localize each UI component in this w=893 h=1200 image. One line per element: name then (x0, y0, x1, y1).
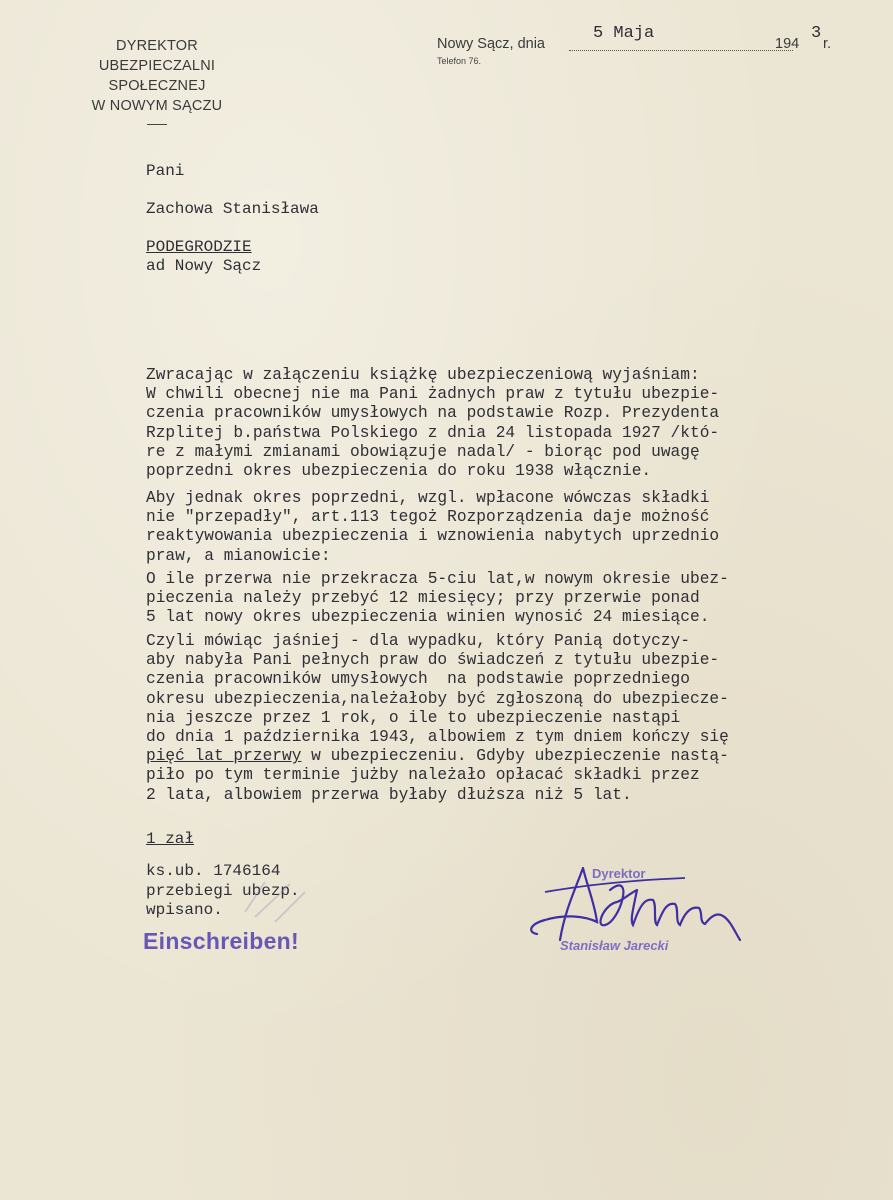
body-paragraph-4-underlined: pięć lat przerwy (146, 747, 302, 766)
date-year-digit: 3 (811, 24, 822, 43)
letterhead (52, 36, 262, 125)
body-paragraph-3: O ile przerwa nie przekracza 5-ciu lat,w nowym okresie ubez- pieczenia należy przebyć 12 miesięcy; przy przerwie ponad 5 lat nowy okres ubezpieczenia winien wynosić 24 miesiące. (146, 570, 729, 627)
date-block (437, 24, 857, 66)
date-year-prefix: 194 (775, 36, 800, 52)
enclosure-list: ks.ub. 1746164 przebiegi ubezp. wpisano. (146, 862, 300, 919)
date-line (437, 24, 857, 56)
date-typed-day-month: 5 Maja (593, 24, 655, 43)
date-suffix: r. (823, 36, 832, 52)
enclosure-count-text: 1 zał (146, 830, 195, 848)
addressee-town (146, 237, 252, 257)
addressee-district: ad Nowy Sącz (146, 257, 262, 275)
body-paragraph-4-part-a: Czyli mówiąc jaśniej - dla wypadku, który Panią dotyczy- aby nabyła Pani pełnych praw do świadczeń z tytułu ubezpie- czenia pracowników umysłowych na podstawie poprzedniego okresu ubezpieczenia,należałoby być zgłoszoną do ubezpiecze- nia jeszcze przez 1 rok, o ile to ubezpieczenie nastąpi do dnia 1 października 1943, albowiem z tym dniem kończy się (146, 632, 729, 747)
faint-ink-mark (235, 872, 335, 932)
director-stamp-name: Stanisław Jarecki (560, 938, 669, 953)
body-paragraph-4 (146, 632, 729, 805)
addressee-name: Zachowa Stanisława (146, 200, 319, 218)
letterhead-line-3: W NOWYM SĄCZU (91, 98, 223, 114)
body-paragraph-1: Zwracając w załączeniu książkę ubezpieczeniową wyjaśniam: W chwili obecnej nie ma Pani żadnych praw z tytułu ubezpie- czenia pracowników umysłowych na podstawie Rozp. Prezydenta Rzplitej b.państwa Polskiego z dnia 24 listopada 1927 /któ- re z małymi zmianami obowiązuje nadal/ - biorąc pod uwagę poprzedni okres ubezpieczenia do roku 1938 włącznie. (146, 366, 720, 481)
letterhead-line-2: UBEZPIECZALNI SPOŁECZNEJ (98, 58, 216, 94)
addressee-town-text: PODEGRODZIE (146, 238, 252, 256)
letterhead-divider (147, 124, 167, 125)
letterhead-line-1: DYREKTOR (116, 38, 198, 54)
enclosure-count (146, 830, 194, 850)
registered-mail-stamp: Einschreiben! (143, 928, 299, 954)
body-paragraph-4-part-b: w ubezpieczeniu. Gdyby ubezpieczenie nastą- piło po tym terminie jużby należało opłacać składki przez 2 lata, albowiem przerwa byłaby dłuższa niż 5 lat. (146, 747, 729, 804)
addressee-salutation: Pani (146, 162, 185, 180)
body-paragraph-2: Aby jednak okres poprzedni, wzgl. wpłacone wówczas składki nie "przepadły", art.113 tegoż Rozporządzenia daje możność reaktywowania ubezpieczenia i wznowienia nabytych uprzednio praw, a mianowicie: (146, 489, 720, 565)
date-dotted-line (569, 50, 793, 51)
phone-number: Telefon 76. (437, 56, 482, 66)
date-place-prefix: Nowy Sącz, dnia (437, 36, 545, 52)
director-stamp-title: Dyrektor (592, 866, 646, 881)
